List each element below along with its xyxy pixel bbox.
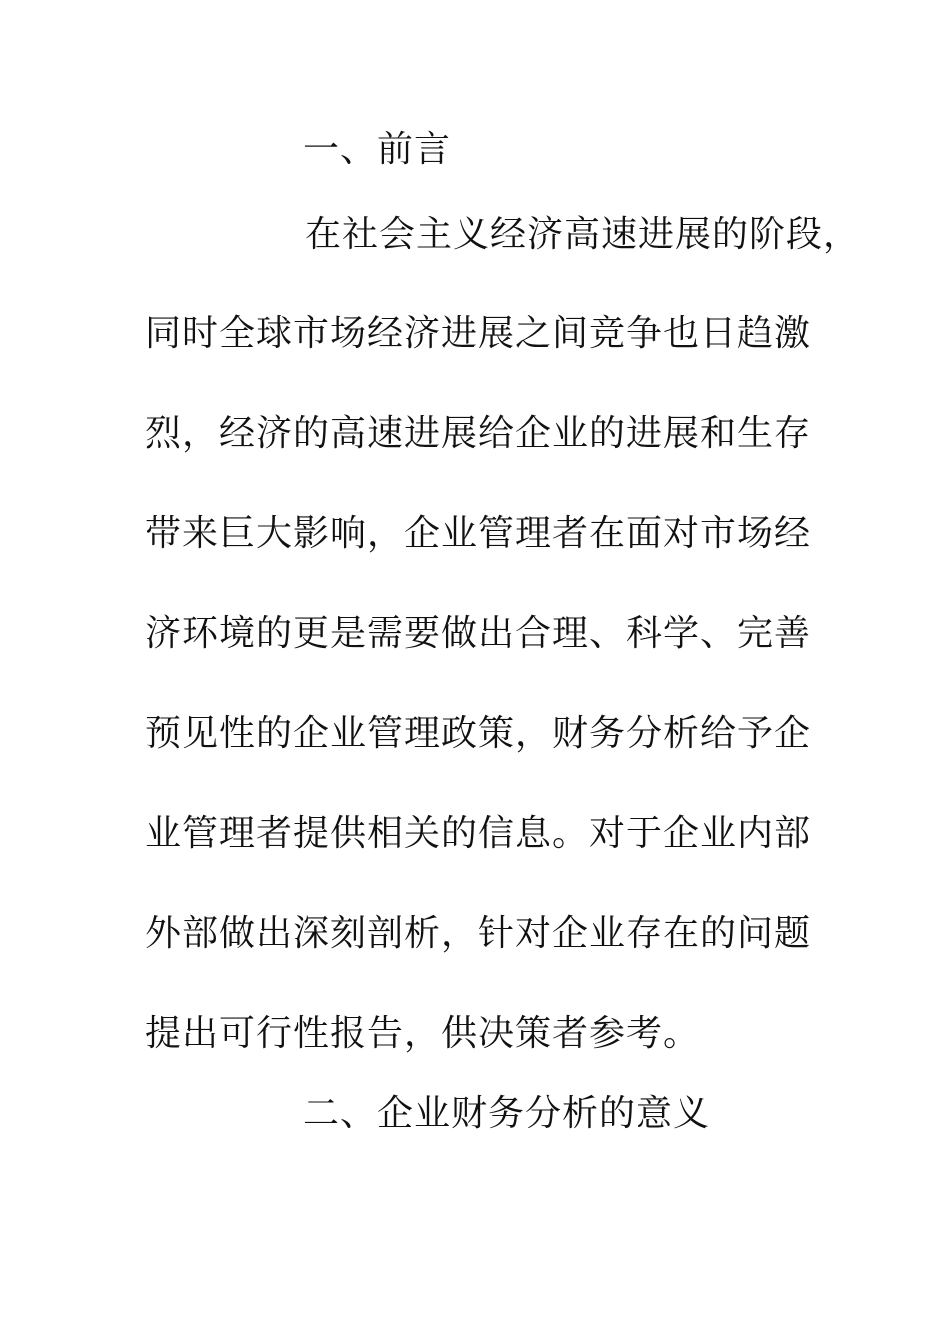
paragraph-line: 业管理者提供相关的信息。对于企业内部	[145, 813, 812, 854]
paragraph-line: 外部做出深刻剖析，针对企业存在的问题	[145, 913, 812, 954]
paragraph-line: 同时全球市场经济进展之间竞争也日趋激	[145, 313, 812, 354]
section-heading-preface: 一、前言	[303, 129, 452, 170]
paragraph-line: 烈，经济的高速进展给企业的进展和生存	[145, 413, 812, 454]
section-heading-significance: 二、企业财务分析的意义	[303, 1093, 711, 1134]
paragraph-line: 提出可行性报告，供决策者参考。	[145, 1013, 701, 1054]
paragraph-line: 在社会主义经济高速进展的阶段，	[305, 214, 861, 255]
paragraph-line: 济环境的更是需要做出合理、科学、完善	[145, 613, 812, 654]
paragraph-line: 带来巨大影响，企业管理者在面对市场经	[145, 513, 812, 554]
paragraph-line: 预见性的企业管理政策，财务分析给予企	[145, 713, 812, 754]
